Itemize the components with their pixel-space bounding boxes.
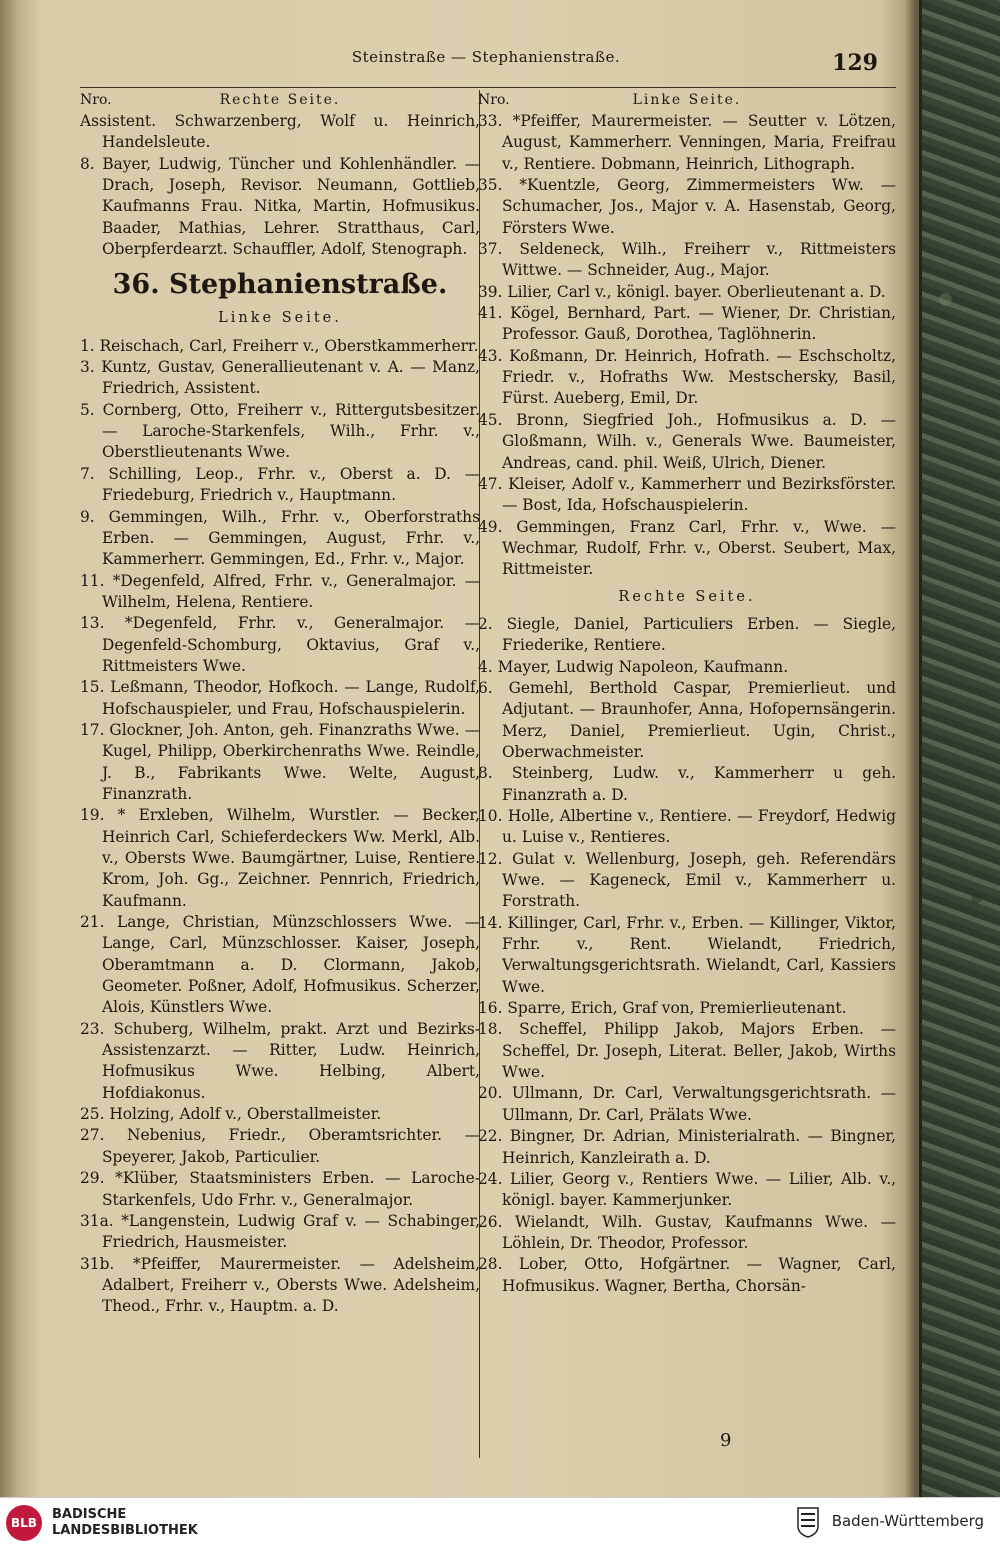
right-rechte-entry: 18. Scheffel, Philipp Jakob, Majors Erben. — Scheffel, Dr. Joseph, Literat. Beller, Jakob, Wirths Wwe. — [478, 1020, 896, 1082]
right-entry: 45. Bronn, Siegfried Joh., Hofmusikus a. D. — Gloßmann, Wilh. v., Generals Wwe. Baumeister, Andreas, cand. phil. Weiß, Ulrich, Diener. — [478, 410, 896, 472]
right-rechte-entry: 20. Ullmann, Dr. Carl, Verwaltungsgerichtsrath. — Ullmann, Dr. Carl, Prälats Wwe. — [478, 1084, 896, 1124]
left-entry: 31a. *Langenstein, Ludwig Graf v. — Schabinger, Friedrich, Hausmeister. — [80, 1211, 480, 1252]
right-rechte-entry: 22. Bingner, Dr. Adrian, Ministerialrath. — Bingner, Heinrich, Kanzleirath a. D. — [478, 1127, 896, 1167]
left-entry: 7. Schilling, Leop., Frhr. v., Oberst a. D. — Friedeburg, Friedrich v., Hauptmann. — [80, 464, 480, 505]
right-entry: 33. *Pfeiffer, Maurermeister. — Seutter v. Lötzen, August, Kammerherr. Venningen, Maria, Freifrau v., Rentiere. Dobmann, Heinrich, Lithograph. — [478, 112, 896, 173]
right-rechte-entry: 28. Lober, Otto, Hofgärtner. — Wagner, Carl, Hofmusikus. Wagner, Bertha, Chorsän- — [478, 1255, 896, 1295]
right-rechte-entry: 12. Gulat v. Wellenburg, Joseph, geh. Referendärs Wwe. — Kageneck, Emil v., Kammerherr u. Forstrath. — [478, 849, 896, 911]
right-rechte-entry: 24. Lilier, Georg v., Rentiers Wwe. — Lilier, Alb. v., königl. bayer. Kammerjunker. — [478, 1169, 896, 1210]
signature-mark: 9 — [720, 1430, 732, 1451]
header-rule — [80, 87, 896, 88]
library-line-2: LANDESBIBLIOTHEK — [52, 1523, 198, 1538]
left-entry: 19. * Erxleben, Wilhelm, Wurstler. — Becker, Heinrich Carl, Schieferdeckers Ww. Merkl, Alb. v., Obersts Wwe. Baumgärtner, Luise, Rentiere. Krom, Joh. Gg., Zeichner. Pennrich, Friedrich, Kaufmann. — [80, 806, 480, 910]
right-rechte-entry: 14. Killinger, Carl, Frhr. v., Erben. — Killinger, Viktor, Frhr. v., Rent. Wielandt, Friedrich, Verwaltungsgerichtsrath. Wielandt, Carl, Kassiers Wwe. — [478, 913, 896, 996]
street-title: 36. Stephanienstraße. — [112, 269, 448, 301]
state-label[interactable]: Baden-Württemberg — [831, 1512, 984, 1530]
left-entry: 11. *Degenfeld, Alfred, Frhr. v., Generalmajor. — Wilhelm, Helena, Rentiere. — [80, 571, 480, 611]
book-page — [70, 30, 902, 1470]
right-entry: 35. *Kuentzle, Georg, Zimmermeisters Ww. — Schumacher, Jos., Major v. A. Hasenstab, Georg, Försters Wwe. — [478, 176, 896, 237]
right-column — [478, 90, 896, 1297]
left-entries — [80, 336, 480, 1318]
right-entries-rechte — [478, 614, 896, 1297]
left-entry: 17. Glockner, Joh. Anton, geh. Finanzraths Wwe. — Kugel, Philipp, Oberkirchenraths Wwe. Reindle, J. B., Fabrikants Wwe. Welte, August, Finanzrath. — [80, 720, 480, 803]
right-entry: 49. Gemmingen, Franz Carl, Frhr. v., Wwe. — Wechmar, Rudolf, Frhr. v., Oberst. Seubert, Max, Rittmeister. — [478, 517, 896, 579]
left-entry: 31b. *Pfeiffer, Maurermeister. — Adelsheim, Adalbert, Freiherr v., Obersts Wwe. Adelsheim, Theod., Frhr. v., Hauptm. a. D. — [80, 1254, 480, 1316]
right-entry: 41. Kögel, Bernhard, Part. — Wiener, Dr. Christian, Professor. Gauß, Dorothea, Taglöhnerin. — [478, 304, 896, 344]
right-rechte-entry: 16. Sparre, Erich, Graf von, Premierlieutenant. — [478, 999, 847, 1018]
right-entry: 37. Seldeneck, Wilh., Freiherr v., Rittmeisters Wittwe. — Schneider, Aug., Major. — [478, 240, 896, 280]
running-title: Steinstraße — Stephanienstraße. — [351, 48, 621, 66]
side-label: Rechte Seite. — [219, 92, 341, 108]
right-rechte-entry: 6. Gemehl, Berthold Caspar, Premierlieut. und Adjutant. — Braunhofer, Anna, Hofopernsängerin. Merz, Daniel, Premierlieut. Ugin, Christ., Oberwachmeister. — [478, 678, 896, 761]
right-rechte-entry: 2. Siegle, Daniel, Particuliers Erben. — Siegle, Friederike, Rentiere. — [478, 614, 896, 655]
sub-side-label: Rechte Seite. — [618, 588, 756, 605]
right-rechte-entry: 26. Wielandt, Wilh. Gustav, Kaufmanns Wwe. — Löhlein, Dr. Theodor, Professor. — [478, 1212, 896, 1252]
left-entry: 15. Leßmann, Theodor, Hofkoch. — Lange, Rudolf, Hofschauspieler, und Frau, Hofschauspielerin. — [80, 678, 480, 718]
left-entry: 9. Gemmingen, Wilh., Frhr. v., Oberforstraths Erben. — Gemmingen, August, Frhr. v., Kammerherr. Gemmingen, Ed., Frhr. v., Major. — [80, 507, 480, 569]
right-rechte-entry: 8. Steinberg, Ludw. v., Kammerherr u geh. Finanzrath a. D. — [478, 764, 896, 804]
left-entry: 13. *Degenfeld, Frhr. v., Generalmajor. — Degenfeld-Schomburg, Oktavius, Graf v., Rittmeisters Wwe. — [80, 614, 480, 675]
left-top-entry: 8. Bayer, Ludwig, Tüncher und Kohlenhändler. — Drach, Joseph, Revisor. Neumann, Gottlieb, Kaufmanns Frau. Nitka, Martin, Hofmusikus. Baader, Mathias, Lehrer. Stratthaus, Carl, Oberpferdearzt. Schauffler, Adolf, Stenograph. — [80, 154, 480, 259]
footer-bar — [0, 1497, 1000, 1548]
right-entry: 39. Lilier, Carl v., königl. bayer. Oberlieutenant a. D. — [478, 282, 886, 301]
state-crest-icon — [796, 1506, 820, 1538]
right-entry: 47. Kleiser, Adolf v., Kammerherr und Bezirksförster. — Bost, Ida, Hofschauspielerin. — [478, 474, 896, 515]
left-entry: 5. Cornberg, Otto, Freiherr v., Rittergutsbesitzer. — Laroche-Starkenfels, Wilh., Frhr. v., Oberstlieutenants Wwe. — [80, 400, 480, 462]
library-name[interactable] — [52, 1507, 198, 1539]
right-entry: 43. Koßmann, Dr. Heinrich, Hofrath. — Eschscholtz, Friedr. v., Hofraths Ww. Mestschersky, Basil, Fürst. Aueberg, Emil, Dr. — [478, 346, 896, 408]
right-column-header — [478, 90, 896, 111]
left-column — [80, 90, 480, 1318]
sub-side-label: Linke Seite. — [218, 310, 342, 327]
left-top-entry: Assistent. Schwarzenberg, Wolf u. Heinrich, Handelsleute. — [80, 112, 480, 152]
nro-label: Nro. — [478, 92, 510, 108]
right-rechte-entry: 10. Holle, Albertine v., Rentiere. — Freydorf, Hedwig u. Luise v., Rentieres. — [478, 807, 896, 847]
right-entries — [478, 111, 896, 581]
side-label: Linke Seite. — [632, 92, 742, 108]
left-entry: 27. Nebenius, Friedr., Oberamtsrichter. — Speyerer, Jakob, Particulier. — [80, 1126, 480, 1166]
page-number: 129 — [832, 50, 878, 76]
nro-label: Nro. — [80, 92, 112, 108]
left-entry: 3. Kuntz, Gustav, Generallieutenant v. A. — Manz, Friedrich, Assistent. — [80, 358, 480, 398]
left-top-entries — [80, 111, 480, 260]
left-column-header — [80, 90, 480, 111]
left-entry: 23. Schuberg, Wilhelm, prakt. Arzt und Bezirks-Assistenzarzt. — Ritter, Ludw. Heinrich, Hofmusikus Wwe. Helbing, Albert, Hofdiakonus. — [80, 1019, 480, 1102]
left-entry: 29. *Klüber, Staatsministers Erben. — Laroche-Starkenfels, Udo Frhr. v., Generalmajor. — [80, 1169, 480, 1209]
library-line-1: BADISCHE — [52, 1507, 127, 1522]
left-entry: 21. Lange, Christian, Münzschlossers Wwe. — Lange, Carl, Münzschlosser. Kaiser, Joseph, Oberamtmann a. D. Clormann, Jakob, Geometer. Poßner, Adolf, Hofmusikus. Scherzer, Alois, Künstlers Wwe. — [80, 913, 480, 1017]
left-entry: 25. Holzing, Adolf v., Oberstallmeister. — [80, 1105, 382, 1124]
right-rechte-entry: 4. Mayer, Ludwig Napoleon, Kaufmann. — [478, 657, 789, 676]
blb-logo-icon[interactable]: BLB — [6, 1505, 42, 1541]
left-entry: 1. Reischach, Carl, Freiherr v., Oberstkammerherr. — [80, 336, 479, 355]
book-binding-edge — [919, 0, 1000, 1497]
